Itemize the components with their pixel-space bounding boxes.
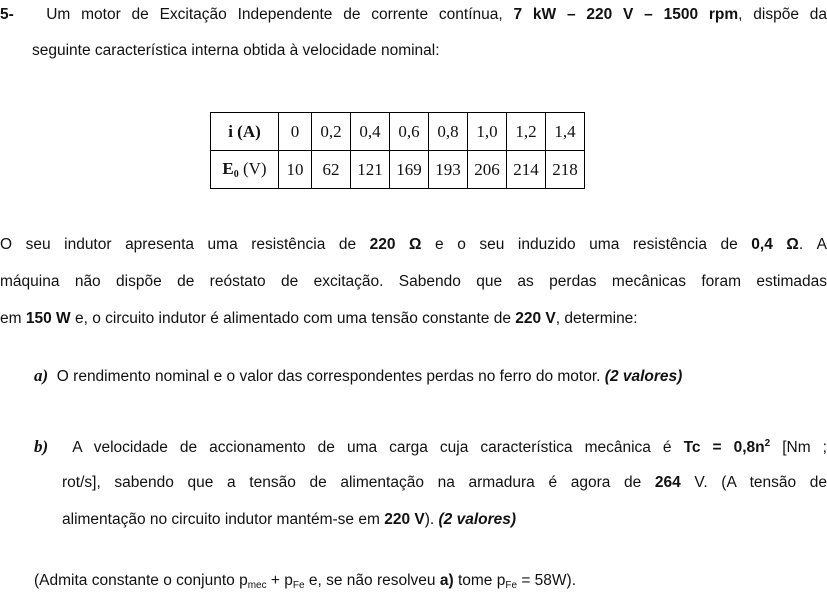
table-cell: 62 — [312, 151, 351, 189]
item-b-line-1: b) A velocidade de accionamento de uma carga cuja característica mecânica é $Tc = 0,8n^2$ [Nm ; — [34, 437, 827, 456]
table-cell: 1,4 — [546, 113, 585, 151]
table-cell: 0,8 — [429, 113, 468, 151]
table-cell: 10 — [279, 151, 312, 189]
table-row-current — [211, 113, 585, 151]
table-cell: 193 — [429, 151, 468, 189]
problem-number: 5- — [0, 6, 14, 23]
item-b-points: (2 valores) — [438, 511, 517, 528]
item-a-points: (2 valores) — [604, 368, 683, 385]
table-header-current: i (A) — [211, 113, 279, 151]
table-cell: 1,2 — [507, 113, 546, 151]
item-b-label: b) — [34, 437, 49, 456]
table-header-emf: $E_0$ (V) — [211, 151, 279, 189]
problem-intro-line-1: 5- Um motor de Excitação Independente de corrente contínua, 7 kW – 220 V – 1500 rpm, dispõe da — [0, 6, 827, 23]
item-b-line-3: alimentação no circuito indutor mantém-se em 220 V). (2 valores) — [62, 511, 517, 528]
table-cell: 0,2 — [312, 113, 351, 151]
table-cell: 214 — [507, 151, 546, 189]
table-cell: 1,0 — [468, 113, 507, 151]
paragraph-line-2: máquina não dispõe de reóstato de excitação. Sabendo que as perdas mecânicas foram estimadas — [0, 273, 827, 290]
item-b-line-2: rot/s], sabendo que a tensão de alimentação na armadura é agora de 264 V. (A tensão de — [62, 474, 827, 491]
characteristic-table — [210, 112, 585, 189]
paragraph-line-1: O seu indutor apresenta uma resistência de 220 Ω e o seu induzido uma resistência de 0,4 Ω. A — [0, 236, 827, 253]
table-cell: 0,6 — [390, 113, 429, 151]
item-a-label: a) — [34, 366, 49, 385]
table-row-emf — [211, 151, 585, 189]
motor-specs: 7 kW – 220 V – 1500 rpm — [513, 6, 739, 23]
note-line: (Admita constante o conjunto $p_{mec} + p_{Fe}$ e, se não resolveu a) tome $p_{Fe} = 58W$). — [34, 572, 577, 591]
paragraph-line-3: em 150 W e, o circuito indutor é alimentado com uma tensão constante de 220 V, determine: — [0, 310, 638, 327]
table-cell: 169 — [390, 151, 429, 189]
problem-intro-line-2: seguinte característica interna obtida à velocidade nominal: — [32, 42, 440, 59]
table-cell: 0,4 — [351, 113, 390, 151]
table-cell: 218 — [546, 151, 585, 189]
table-cell: 121 — [351, 151, 390, 189]
table-cell: 0 — [279, 113, 312, 151]
table-cell: 206 — [468, 151, 507, 189]
item-a: a) O rendimento nominal e o valor das correspondentes perdas no ferro do motor. (2 valores) — [34, 366, 683, 385]
